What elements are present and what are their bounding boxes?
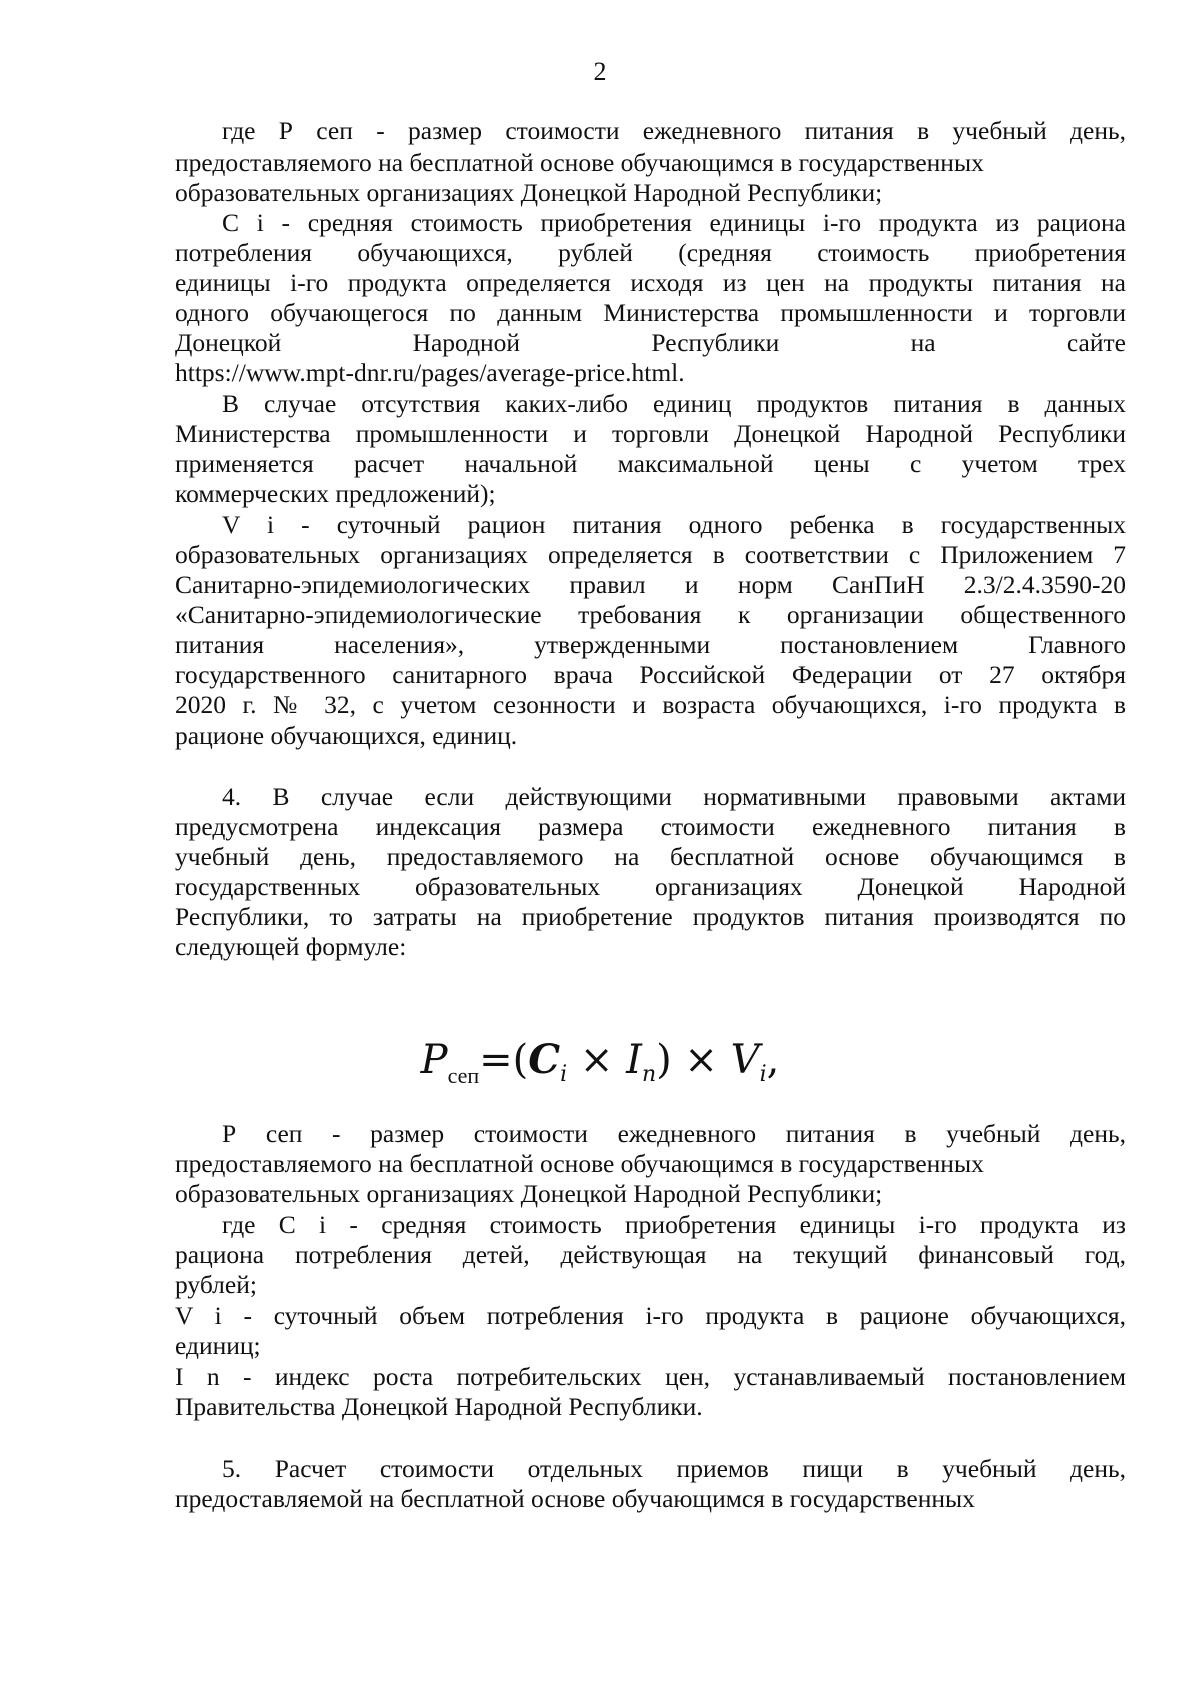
formula-v: V — [730, 1037, 760, 1083]
formula-times: × — [567, 1037, 627, 1083]
text-line: образовательных организациях Донецкой Народной Республики; — [175, 178, 883, 207]
formula-p: P — [420, 1037, 448, 1083]
text-line: государственного санитарного врача Российской Федерации от 27 октября — [175, 660, 1126, 689]
text-line: потребления обучающихся, рублей (средняя стоимость приобретения — [175, 238, 1126, 267]
formula-v-sub: i — [759, 1062, 767, 1087]
text-line: В случае отсутствия каких-либо единиц продуктов питания в данных — [222, 389, 1126, 418]
formula-i-sub: n — [641, 1062, 657, 1087]
text-line: I n - индекс роста потребительских цен, устанавливаемый постановлением — [175, 1362, 1126, 1391]
formula — [0, 1035, 1200, 1101]
text-line: рублей; — [175, 1270, 257, 1299]
formula-i: I — [626, 1037, 642, 1083]
text-line: Правительства Донецкой Народной Республики. — [175, 1392, 703, 1421]
text-line: https://www.mpt-dnr.ru/pages/average-price.html. — [175, 358, 685, 387]
text-line: V i - суточный объем потребления i-го продукта в рационе обучающихся, — [175, 1301, 1126, 1330]
text-line: Министерства промышленности и торговли Донецкой Народной Республики — [175, 419, 1126, 448]
text-line: предоставляемой на бесплатной основе обучающимся в государственных — [175, 1484, 975, 1513]
formula-eq-open: =( — [479, 1037, 529, 1083]
formula-c: C — [528, 1036, 561, 1083]
text-line: 5. Расчет стоимости отдельных приемов пищи в учебный день, — [222, 1454, 1126, 1483]
formula-c-sub: i — [560, 1062, 568, 1087]
text-line: Донецкой Народной Республики на сайте — [175, 328, 1126, 357]
text-line: предусмотрена индексация размера стоимости ежедневного питания в — [175, 812, 1126, 841]
text-line: предоставляемого на бесплатной основе обучающимся в государственных — [175, 1149, 984, 1178]
text-line: одного обучающегося по данным Министерства промышленности и торговли — [175, 298, 1126, 327]
text-line: питания населения», утвержденными постановлением Главного — [175, 630, 1126, 659]
text-line: учебный день, предоставляемого на бесплатной основе обучающимся в — [175, 842, 1126, 871]
text-line: образовательных организациях Донецкой Народной Республики; — [175, 1179, 883, 1208]
text-line: 2020 г. № 32, с учетом сезонности и возраста обучающихся, i-го продукта в — [175, 690, 1126, 719]
text-line: государственных образовательных организациях Донецкой Народной — [175, 872, 1126, 901]
text-line: единиц; — [175, 1331, 261, 1360]
formula-comma: , — [766, 1037, 780, 1083]
formula-close-times: ) × — [656, 1037, 731, 1083]
page-number: 2 — [593, 57, 607, 86]
text-line: С i - средняя стоимость приобретения единицы i-го продукта из рациона — [222, 208, 1126, 237]
text-line: 4. В случае если действующими нормативными правовыми актами — [222, 782, 1126, 811]
text-line: образовательных организациях определяется в соответствии с Приложением 7 — [175, 540, 1126, 569]
text-line: «Санитарно-эпидемиологические требования к организации общественного — [175, 600, 1126, 629]
text-line: Р сеп - размер стоимости ежедневного питания в учебный день, — [222, 1119, 1126, 1148]
text-line: применяется расчет начальной максимальной цены с учетом трех — [175, 449, 1126, 478]
text-line: предоставляемого на бесплатной основе обучающимся в государственных — [175, 148, 984, 177]
text-line: Республики, то затраты на приобретение продуктов питания производятся по — [175, 902, 1126, 931]
text-line: рациона потребления детей, действующая на текущий финансовый год, — [175, 1240, 1126, 1269]
text-line: где С i - средняя стоимость приобретения единицы i-го продукта из — [222, 1210, 1126, 1239]
text-line: коммерческих предложений); — [175, 479, 496, 508]
text-line: Санитарно-эпидемиологических правил и норм СанПиН 2.3/2.4.3590-20 — [175, 570, 1126, 599]
text-line: рационе обучающихся, единиц. — [175, 721, 518, 750]
text-line: следующей формуле: — [175, 932, 407, 961]
text-line: где Р сеп - размер стоимости ежедневного питания в учебный день, — [222, 116, 1126, 145]
text-line: единицы i-го продукта определяется исходя из цен на продукты питания на — [175, 268, 1126, 297]
formula-p-sub: сеп — [447, 1063, 480, 1088]
text-line: V i - суточный рацион питания одного ребенка в государственных — [222, 510, 1126, 539]
